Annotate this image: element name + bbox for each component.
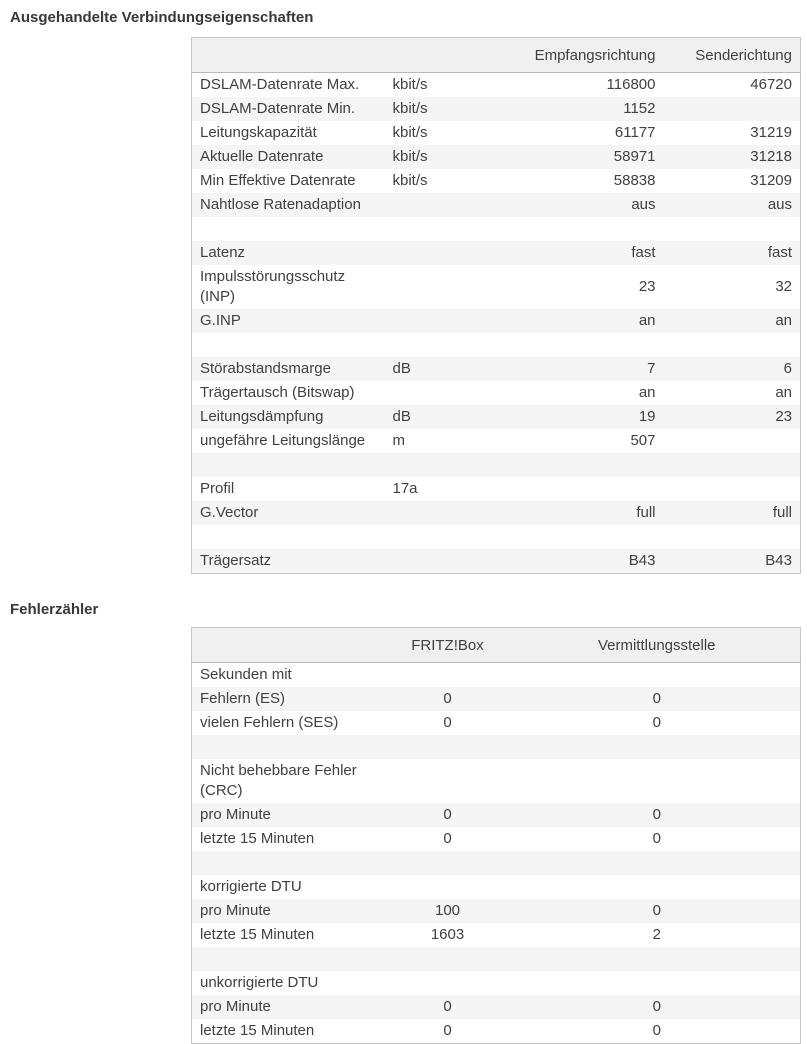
table-cell: B43 xyxy=(521,549,664,574)
table-cell xyxy=(385,501,521,525)
table-row xyxy=(192,73,801,98)
table-row xyxy=(192,405,801,429)
table-row xyxy=(192,97,801,121)
table-cell: 0 xyxy=(652,714,661,731)
table-cell xyxy=(664,453,801,477)
table-cell: letzte 15 Minuten xyxy=(200,1022,315,1039)
spacer-row xyxy=(192,735,801,759)
table-cell: pro Minute xyxy=(192,899,382,923)
table-row xyxy=(192,711,801,735)
table-cell: kbit/s xyxy=(392,76,428,93)
table-cell: G.Vector xyxy=(192,501,385,525)
table-cell xyxy=(385,381,521,405)
table-cell: kbit/s xyxy=(392,172,428,189)
table-cell xyxy=(385,193,521,217)
table-cell xyxy=(521,477,664,501)
table-cell xyxy=(514,735,801,759)
table-body xyxy=(192,73,801,574)
table-cell: 61177 xyxy=(614,124,656,141)
column-header xyxy=(192,628,382,663)
table-cell xyxy=(664,477,801,501)
spacer-row xyxy=(192,525,801,549)
table-cell xyxy=(192,217,385,241)
header-row xyxy=(192,38,801,73)
table-cell: pro Minute xyxy=(192,995,382,1019)
table-cell: 1152 xyxy=(521,97,664,121)
table-cell: 1603 xyxy=(430,926,465,943)
table-cell: DSLAM-Datenrate Max. xyxy=(200,76,360,93)
table-row xyxy=(192,1019,801,1044)
table-cell: 31218 xyxy=(664,145,801,169)
table-cell: m xyxy=(392,432,405,449)
table-row xyxy=(192,381,801,405)
table-cell: 58971 xyxy=(521,145,664,169)
table-cell: 23 xyxy=(664,405,801,429)
table-cell xyxy=(192,947,382,971)
table-cell: pro Minute xyxy=(192,803,382,827)
table-cell xyxy=(514,875,801,899)
table-cell xyxy=(382,735,514,759)
error-counters-table xyxy=(191,627,801,1044)
table-cell xyxy=(514,663,801,688)
table-cell xyxy=(192,525,385,549)
table-cell: 116800 xyxy=(606,76,656,93)
table-cell: 0 xyxy=(652,830,661,847)
table-row xyxy=(192,357,801,381)
table-cell: Impulsstörungsschutz (INP) xyxy=(200,268,346,305)
table-row xyxy=(192,663,801,688)
table-cell: Trägertausch (Bitswap) xyxy=(200,384,355,401)
table-row xyxy=(192,121,801,145)
table-cell: fast xyxy=(664,241,801,265)
table-cell: Trägersatz xyxy=(192,549,385,574)
header-row xyxy=(192,628,801,663)
table-cell: DSLAM-Datenrate Min. xyxy=(192,97,385,121)
table-cell: 0 xyxy=(514,995,801,1019)
table-cell: 0 xyxy=(652,1022,661,1039)
table-cell: Fehlern (ES) xyxy=(192,687,382,711)
table-cell: 32 xyxy=(775,278,792,295)
table-cell: kbit/s xyxy=(385,145,521,169)
table-cell: Leitungsdämpfung xyxy=(192,405,385,429)
table-row xyxy=(192,309,801,333)
table-cell: aus xyxy=(521,193,664,217)
table-cell: 100 xyxy=(382,899,514,923)
table-row xyxy=(192,477,801,501)
table-cell: kbit/s xyxy=(385,97,521,121)
table-cell xyxy=(664,525,801,549)
table-cell xyxy=(385,525,521,549)
table-row xyxy=(192,145,801,169)
table-cell xyxy=(664,217,801,241)
table-cell xyxy=(382,947,514,971)
table-cell xyxy=(192,333,385,357)
table-cell: 31209 xyxy=(750,172,792,189)
table-cell xyxy=(385,309,521,333)
column-header: FRITZ!Box xyxy=(382,628,514,663)
table-cell: an xyxy=(664,309,801,333)
table-cell: letzte 15 Minuten xyxy=(200,926,315,943)
table-cell xyxy=(192,453,385,477)
table-row xyxy=(192,875,801,899)
table-cell: Latenz xyxy=(192,241,385,265)
section-title-error-counters: Fehlerzähler xyxy=(10,601,99,618)
table-cell: vielen Fehlern (SES) xyxy=(200,714,339,731)
column-header xyxy=(385,38,521,73)
column-header xyxy=(192,38,385,73)
table-cell xyxy=(514,947,801,971)
table-cell: full xyxy=(521,501,664,525)
table-cell xyxy=(521,333,664,357)
table-cell: 0 xyxy=(514,899,801,923)
table-row xyxy=(192,429,801,453)
table-cell xyxy=(382,971,514,995)
table-row xyxy=(192,169,801,193)
table-cell: fast xyxy=(521,241,664,265)
table-cell xyxy=(382,851,514,875)
table-cell xyxy=(192,851,382,875)
spacer-row xyxy=(192,947,801,971)
table-cell xyxy=(382,759,514,803)
table-cell: an xyxy=(775,384,792,401)
table-cell: 0 xyxy=(382,803,514,827)
spacer-row xyxy=(192,217,801,241)
table-cell: 0 xyxy=(382,687,514,711)
table-cell: kbit/s xyxy=(392,124,428,141)
table-cell: 19 xyxy=(521,405,664,429)
table-row xyxy=(192,827,801,851)
table-cell xyxy=(514,851,801,875)
table-cell: Profil xyxy=(200,480,235,497)
table-row xyxy=(192,803,801,827)
table-cell: Nahtlose Ratenadaption xyxy=(192,193,385,217)
table-cell xyxy=(521,453,664,477)
table-cell: 2 xyxy=(652,926,661,943)
column-header: Senderichtung xyxy=(664,38,801,73)
section-title-connection-properties: Ausgehandelte Verbindungseigenschaften xyxy=(10,9,314,26)
table-row xyxy=(192,549,801,574)
table-cell xyxy=(664,333,801,357)
table-cell: G.INP xyxy=(192,309,385,333)
table-cell: B43 xyxy=(664,549,801,574)
table-cell xyxy=(521,525,664,549)
table-cell: 58838 xyxy=(613,172,656,189)
table-cell: an xyxy=(521,309,664,333)
table-cell xyxy=(385,549,521,574)
table-row xyxy=(192,759,801,803)
table-row xyxy=(192,501,801,525)
table-cell: unkorrigierte DTU xyxy=(200,974,319,991)
table-cell: Nicht behebbare Fehler (CRC) xyxy=(200,762,357,799)
table-cell: an xyxy=(638,384,656,401)
table-cell: 0 xyxy=(443,1022,452,1039)
table-cell: 31219 xyxy=(750,124,792,141)
table-cell: Störabstandsmarge xyxy=(192,357,385,381)
table-cell: 0 xyxy=(514,687,801,711)
table-cell: 23 xyxy=(638,278,656,295)
table-cell xyxy=(514,759,801,803)
table-cell xyxy=(382,875,514,899)
spacer-row xyxy=(192,851,801,875)
table-cell: Min Effektive Datenrate xyxy=(200,172,356,189)
table-cell xyxy=(192,735,382,759)
table-cell: 6 xyxy=(664,357,801,381)
table-row xyxy=(192,687,801,711)
table-cell xyxy=(385,241,521,265)
column-header: Vermittlungsstelle xyxy=(514,628,801,663)
table-row xyxy=(192,241,801,265)
table-cell xyxy=(385,217,521,241)
table-cell: 0 xyxy=(443,714,452,731)
table-cell: 0 xyxy=(382,995,514,1019)
table-cell: 0 xyxy=(514,803,801,827)
table-cell xyxy=(664,97,801,121)
table-body xyxy=(192,663,801,1044)
table-cell xyxy=(514,971,801,995)
table-cell: Leitungskapazität xyxy=(200,124,317,141)
spacer-row xyxy=(192,333,801,357)
table-cell: full xyxy=(664,501,801,525)
table-cell: Aktuelle Datenrate xyxy=(192,145,385,169)
table-row xyxy=(192,265,801,309)
table-cell: korrigierte DTU xyxy=(200,878,302,895)
table-row xyxy=(192,923,801,947)
table-cell: dB xyxy=(385,357,521,381)
table-cell: letzte 15 Minuten xyxy=(200,830,315,847)
column-header: Empfangsrichtung xyxy=(521,38,664,73)
table-cell xyxy=(385,333,521,357)
table-cell xyxy=(385,265,521,309)
spacer-row xyxy=(192,453,801,477)
table-row xyxy=(192,193,801,217)
table-cell: 17a xyxy=(392,480,418,497)
table-cell xyxy=(664,429,801,453)
table-cell: Sekunden mit xyxy=(200,666,292,683)
table-cell xyxy=(382,663,514,688)
table-cell: ungefähre Leitungslänge xyxy=(200,432,366,449)
connection-properties-table xyxy=(191,37,801,574)
table-cell: 7 xyxy=(521,357,664,381)
table-row xyxy=(192,971,801,995)
table-row xyxy=(192,995,801,1019)
table-cell xyxy=(521,217,664,241)
table-cell xyxy=(385,453,521,477)
table-cell: 507 xyxy=(630,432,656,449)
table-cell: dB xyxy=(385,405,521,429)
table-row xyxy=(192,899,801,923)
table-cell: 46720 xyxy=(750,76,792,93)
table-cell: aus xyxy=(664,193,801,217)
table-cell: 0 xyxy=(443,830,452,847)
